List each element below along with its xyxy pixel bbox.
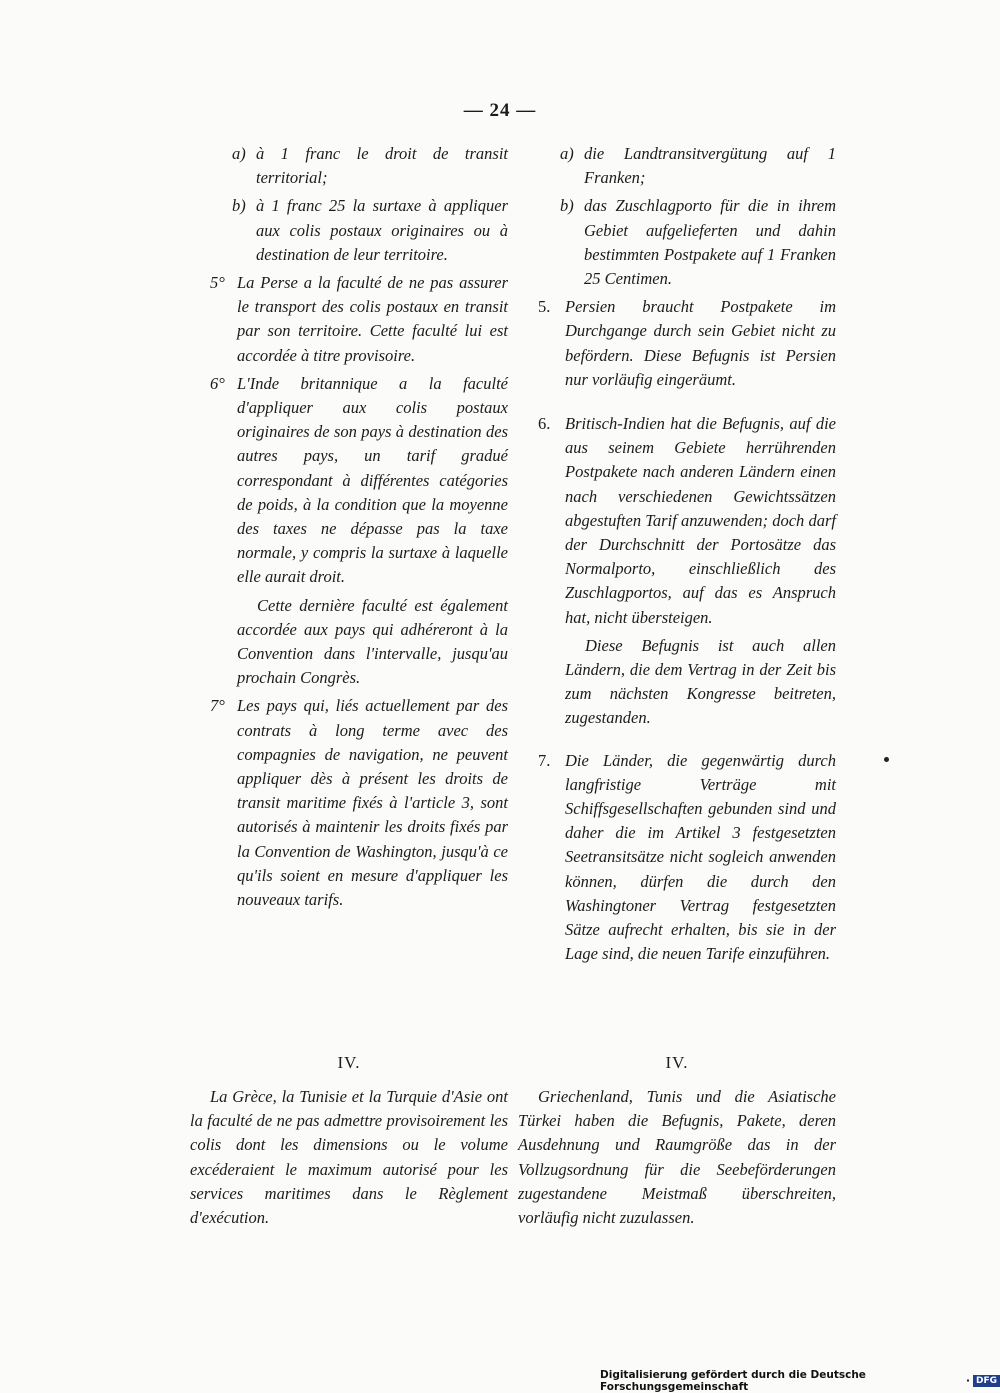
- german-item-5: [518, 295, 836, 392]
- dfg-logo: DFG: [973, 1375, 1000, 1387]
- german-item-a: [518, 142, 836, 190]
- item-text: à 1 franc 25 la surtaxe à appliquer aux colis postaux originaires ou à destination de leur territoire.: [256, 196, 508, 264]
- item-label: 5.: [538, 297, 551, 317]
- french-column: [190, 142, 508, 912]
- french-section-heading: IV.: [337, 1053, 361, 1072]
- item-label: a): [232, 144, 246, 163]
- item-text: La Perse a la faculté de ne pas assurer le transport des colis postaux en transit par son territoire. Cette faculté lui est accordée à titre provisoire.: [237, 273, 508, 365]
- footer-separator: ·: [965, 1375, 970, 1387]
- item-text: Les pays qui, liés actuellement par des contrats à long terme avec des compagnies de navigation, ne peuvent appliquer dès à présent les droits de transit maritime fixés à l'article 3, sont autorisés à maintenir les droits fixés par la Convention de Washington, jusqu'à ce qu'ils soient en mesure d'appliquer les nouveaux tarifs.: [237, 696, 508, 910]
- digitization-footer: [600, 1369, 1000, 1393]
- item-text: das Zuschlagporto für die in ihrem Gebiet aufgelieferten und dahin bestimmten Postpakete auf 1 Franken 25 Centimen.: [584, 196, 836, 289]
- item-text: Britisch-Indien hat die Befugnis, auf die aus seinem Gebiete herrührenden Postpakete nach anderen Ländern einen nach verschiedenen Gewichtssätzen abgestuften Tarif anzuwenden; doch darf der Durchschnitt der Portosätze das Normalporto, einschließlich des Zuschlagportos, auf das es Anspruch hat, nicht übersteigen.: [565, 414, 836, 627]
- french-item-b: [190, 194, 508, 267]
- item-label: 7.: [538, 750, 551, 770]
- french-item-5: [190, 271, 508, 368]
- ink-speck: [884, 757, 889, 762]
- item-label: b): [232, 196, 246, 216]
- item-label: b): [560, 196, 574, 216]
- french-item-6-paragraph: Cette dernière faculté est également accordée aux pays qui adhéreront à la Convention dans l'intervalle, jusqu'au prochain Congrès.: [237, 595, 508, 688]
- german-section-iv-text: Griechenland, Tunis und die Asiatische Türkei haben die Befugnis, Pakete, deren Ausdehnung und Raumgröße das in der Vollzugsordnung für die Seebeförderungen zugestandene Meistmaß überschreiten, vorläufig nicht zuzulassen.: [518, 1087, 836, 1228]
- german-section-heading: IV.: [665, 1053, 689, 1072]
- german-item-7: [518, 749, 836, 967]
- item-label: a): [560, 144, 574, 163]
- item-label: 7°: [210, 696, 225, 716]
- item-text: L'Inde britannique a la faculté d'appliquer aux colis postaux originaires de son pays à destination des autres pays, un tarif gradué correspondant à différentes catégories de poids, à la condition que la moyenne des taxes ne dépasse pas la taxe normale, y compris la surtaxe à laquelle elle aurait droit.: [237, 373, 508, 587]
- german-column: [518, 142, 836, 967]
- item-label: 6.: [538, 414, 551, 434]
- german-item-6: [518, 412, 836, 630]
- german-item-6-paragraph: Diese Befugnis ist auch allen Ländern, die dem Vertrag in der Zeit bis zum nächsten Kongresse beitreten, zugestanden.: [565, 635, 836, 728]
- french-item-7: [190, 694, 508, 912]
- german-item-b: [518, 194, 836, 291]
- french-section-iv-text: La Grèce, la Tunisie et la Turquie d'Asie ont la faculté de ne pas admettre provisoirement les colis dont les dimensions ou le volume excéderaient le maximum autorisé pour les services maritimes dans le Règlement d'exécution.: [190, 1087, 508, 1228]
- french-item-a: [190, 142, 508, 190]
- item-label: 5°: [210, 273, 225, 293]
- item-text: die Landtransitvergütung auf 1 Franken;: [584, 144, 836, 188]
- french-item-6: [190, 372, 508, 590]
- item-label: 6°: [210, 373, 225, 393]
- item-text: Persien braucht Postpakete im Durchgange durch sein Gebiet nicht zu befördern. Diese Befugnis ist Persien nur vorläufig eingeräumt.: [565, 297, 836, 389]
- footer-text: Digitalisierung gefördert durch die Deutsche Forschungsgemeinschaft: [600, 1369, 866, 1393]
- item-text: Die Länder, die gegenwärtig durch langfristige Verträge mit Schiffsgesellschaften gebunden sind und daher die im Artikel 3 festgesetzten Seetransitsätze nicht sogleich anwenden können, dürfen die durch den Washingtoner Vertrag festgesetzten Sätze aufrecht erhalten, bis sie in der Lage sind, die neuen Tarife einzuführen.: [565, 750, 836, 964]
- item-text: à 1 franc le droit de transit territorial;: [256, 144, 508, 188]
- page-number: — 24 —: [463, 100, 537, 121]
